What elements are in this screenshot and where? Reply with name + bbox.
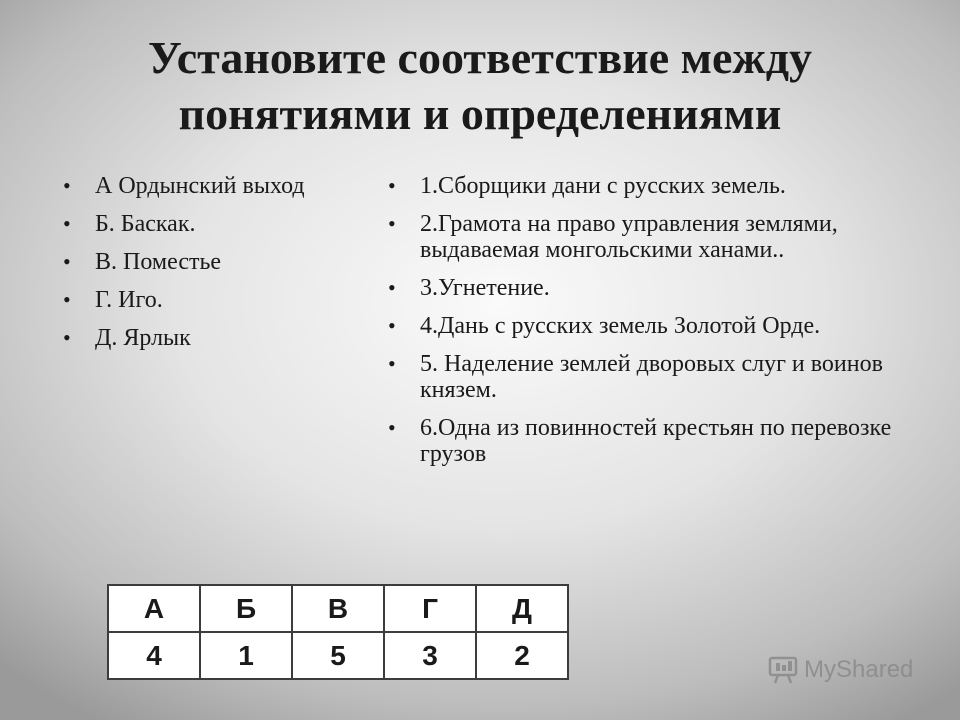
definition-item bbox=[388, 173, 910, 199]
definition-item bbox=[388, 313, 910, 339]
answer-header-row bbox=[108, 585, 568, 632]
answer-value-cell: 2 bbox=[476, 632, 568, 679]
concept-item bbox=[63, 325, 365, 351]
bullet-icon: • bbox=[63, 249, 71, 274]
concept-text: Д. Ярлык bbox=[95, 325, 191, 351]
bullet-icon: • bbox=[63, 287, 71, 312]
answer-value-cell: 1 bbox=[200, 632, 292, 679]
answer-header-cell: Б bbox=[200, 585, 292, 632]
bullet-icon: • bbox=[388, 173, 396, 198]
answer-value-row bbox=[108, 632, 568, 679]
answer-header-cell: В bbox=[292, 585, 384, 632]
concept-text: А Ордынский выход bbox=[95, 173, 305, 199]
answer-header-cell: Д bbox=[476, 585, 568, 632]
definition-item bbox=[388, 351, 910, 403]
answer-value-cell: 3 bbox=[384, 632, 476, 679]
definition-text: 3.Угнетение. bbox=[420, 275, 550, 301]
presentation-board-icon bbox=[768, 655, 798, 685]
answer-value-cell: 4 bbox=[108, 632, 200, 679]
answer-value-cell: 5 bbox=[292, 632, 384, 679]
definition-text: 6.Одна из повинностей крестьян по перевозке грузов bbox=[420, 415, 892, 467]
title-line-2: понятиями и определениями bbox=[178, 88, 782, 139]
concept-text: Г. Иго. bbox=[95, 287, 163, 313]
bullet-icon: • bbox=[388, 275, 396, 300]
bullet-icon: • bbox=[388, 415, 396, 440]
concepts-list bbox=[63, 173, 365, 363]
answer-header-cell: Г bbox=[384, 585, 476, 632]
concept-item bbox=[63, 287, 365, 313]
watermark bbox=[768, 655, 913, 685]
bullet-icon: • bbox=[388, 313, 396, 338]
definition-text: 4.Дань с русских земель Золотой Орде. bbox=[420, 313, 821, 339]
bullet-icon: • bbox=[63, 211, 71, 236]
concept-item bbox=[63, 173, 365, 199]
definition-text: 2.Грамота на право управления землями, выдаваемая монгольскими ханами.. bbox=[420, 211, 838, 263]
definition-item bbox=[388, 275, 910, 301]
concept-item bbox=[63, 211, 365, 237]
answer-header-cell: А bbox=[108, 585, 200, 632]
title-line-1: Установите соответствие между bbox=[147, 32, 813, 83]
definition-text: 5. Наделение землей дворовых слуг и воинов князем. bbox=[420, 351, 883, 403]
definition-item bbox=[388, 415, 910, 467]
concept-item bbox=[63, 249, 365, 275]
slide-title bbox=[0, 30, 960, 142]
bullet-icon: • bbox=[63, 325, 71, 350]
watermark-text: MyShared bbox=[804, 656, 914, 683]
bullet-icon: • bbox=[388, 351, 396, 376]
definition-text: 1.Сборщики дани с русских земель. bbox=[420, 173, 786, 199]
definitions-list bbox=[388, 173, 910, 479]
concept-text: В. Поместье bbox=[95, 249, 222, 275]
bullet-icon: • bbox=[388, 211, 396, 236]
answer-table bbox=[107, 584, 569, 680]
bullet-icon: • bbox=[63, 173, 71, 198]
definition-item bbox=[388, 211, 910, 263]
concept-text: Б. Баскак. bbox=[95, 211, 196, 237]
